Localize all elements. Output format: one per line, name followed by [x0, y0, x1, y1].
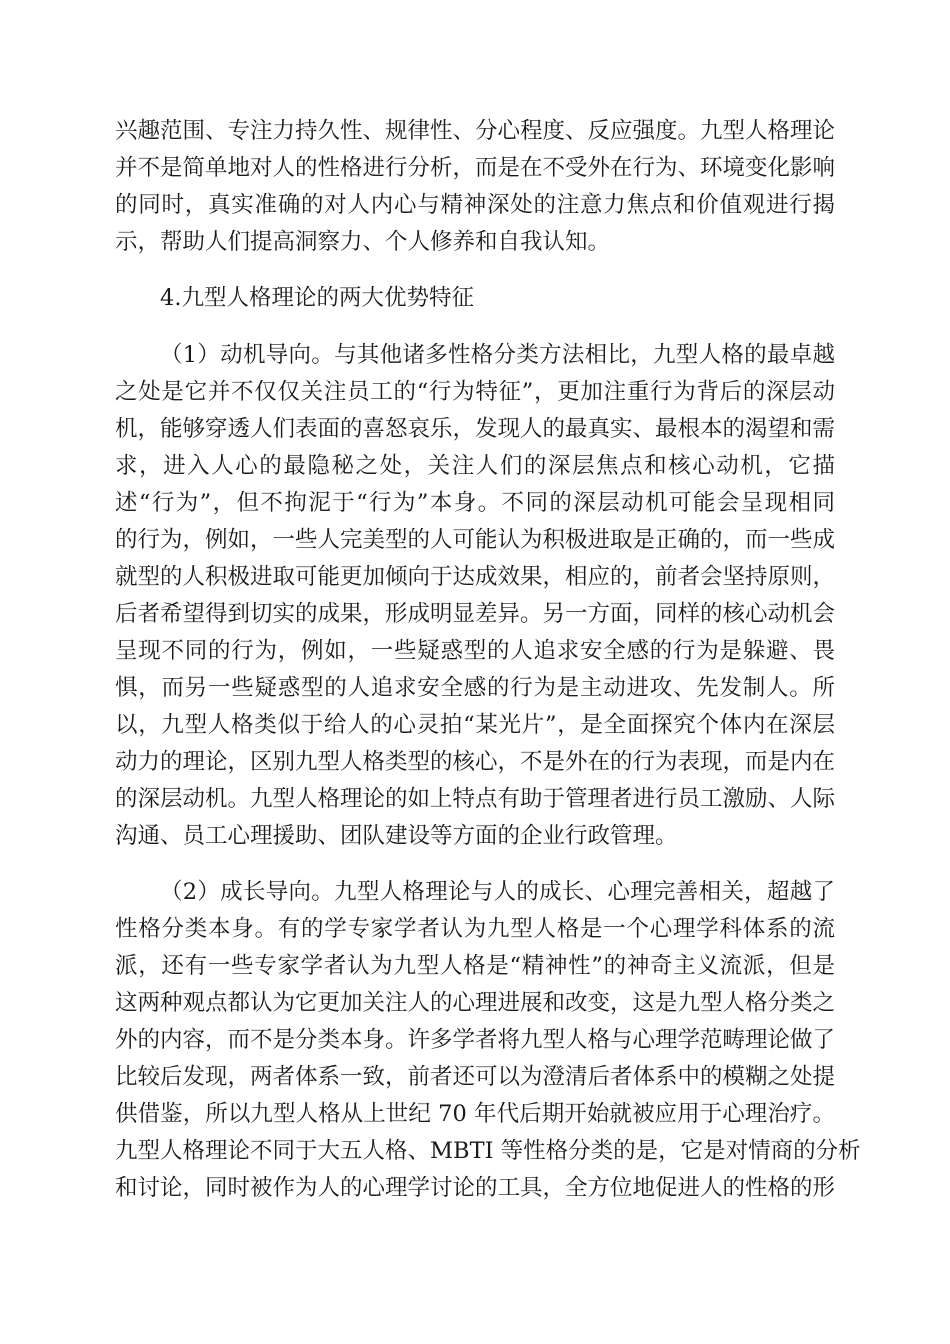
text-line: 沟通、员工心理援助、团队建设等方面的企业行政管理。: [115, 823, 678, 849]
text-line: 的同时，真实准确的对人内心与精神深处的注意力焦点和价值观进行揭: [115, 192, 835, 218]
text-line: 性格分类本身。有的学专家学者认为九型人格是一个心理学科体系的流: [115, 916, 835, 942]
text-line: 示，帮助人们提高洞察力、个人修养和自我认知。: [115, 229, 611, 255]
text-line: 之处是它并不仅仅关注员工的“行为特征”，更加注重行为背后的深层动: [115, 379, 835, 405]
text-line: 派，还有一些专家学者认为九型人格是“精神性”的神奇主义流派，但是: [115, 953, 835, 979]
section-heading: 4.九型人格理论的两大优势特征: [160, 285, 474, 311]
text-line: 并不是简单地对人的性格进行分析，而是在不受外在行为、环境变化影响: [115, 155, 836, 181]
text-line: （1）动机导向。与其他诸多性格分类方法相比，九型人格的最卓越: [160, 342, 835, 368]
text-line: 的行为，例如，一些人完美型的人可能认为积极进取是正确的，而一些成: [115, 527, 836, 553]
text-line: 比较后发现，两者体系一致，前者还可以为澄清后者体系中的模糊之处提: [115, 1064, 836, 1090]
text-line: 这两种观点都认为它更加关注人的心理进展和改变，这是九型人格分类之: [115, 990, 836, 1016]
text-line: 惧，而另一些疑惑型的人追求安全感的行为是主动进攻、先发制人。所: [115, 675, 835, 701]
text-line: 后者希望得到切实的成果，形成明显差异。另一方面，同样的核心动机会: [115, 601, 836, 627]
text-line: 就型的人积极进取可能更加倾向于达成效果，相应的，前者会坚持原则，: [115, 564, 836, 590]
text-line: 的深层动机。九型人格理论的如上特点有助于管理者进行员工激励、人际: [115, 786, 836, 812]
text-line: 和讨论，同时被作为人的心理学讨论的工具，全方位地促进人的性格的形: [115, 1175, 836, 1201]
text-line: 外的内容，而不是分类本身。许多学者将九型人格与心理学范畴理论做了: [115, 1027, 836, 1053]
text-line: 述“行为”，但不拘泥于“行为”本身。不同的深层动机可能会呈现相同: [115, 490, 835, 516]
text-line: 以，九型人格类似于给人的心灵拍“某光片”，是全面探究个体内在深层: [115, 712, 835, 738]
text-line: 机，能够穿透人们表面的喜怒哀乐，发现人的最真实、最根本的渴望和需: [115, 416, 836, 442]
text-line: 求，进入人心的最隐秘之处，关注人们的深层焦点和核心动机，它描: [115, 453, 835, 479]
text-line: （2）成长导向。九型人格理论与人的成长、心理完善相关，超越了: [160, 879, 835, 905]
text-line: 呈现不同的行为，例如，一些疑惑型的人追求安全感的行为是躲避、畏: [115, 638, 835, 664]
text-line: 兴趣范围、专注力持久性、规律性、分心程度、反应强度。九型人格理论: [115, 118, 836, 144]
text-line: 九型人格理论不同于大五人格、MBTI 等性格分类的是，它是对情商的分析: [115, 1138, 861, 1164]
text-line: 供借鉴，所以九型人格从上世纪 70 年代后期开始就被应用于心理治疗。: [115, 1101, 835, 1127]
text-line: 动力的理论，区别九型人格类型的核心，不是外在的行为表现，而是内在: [115, 749, 836, 775]
